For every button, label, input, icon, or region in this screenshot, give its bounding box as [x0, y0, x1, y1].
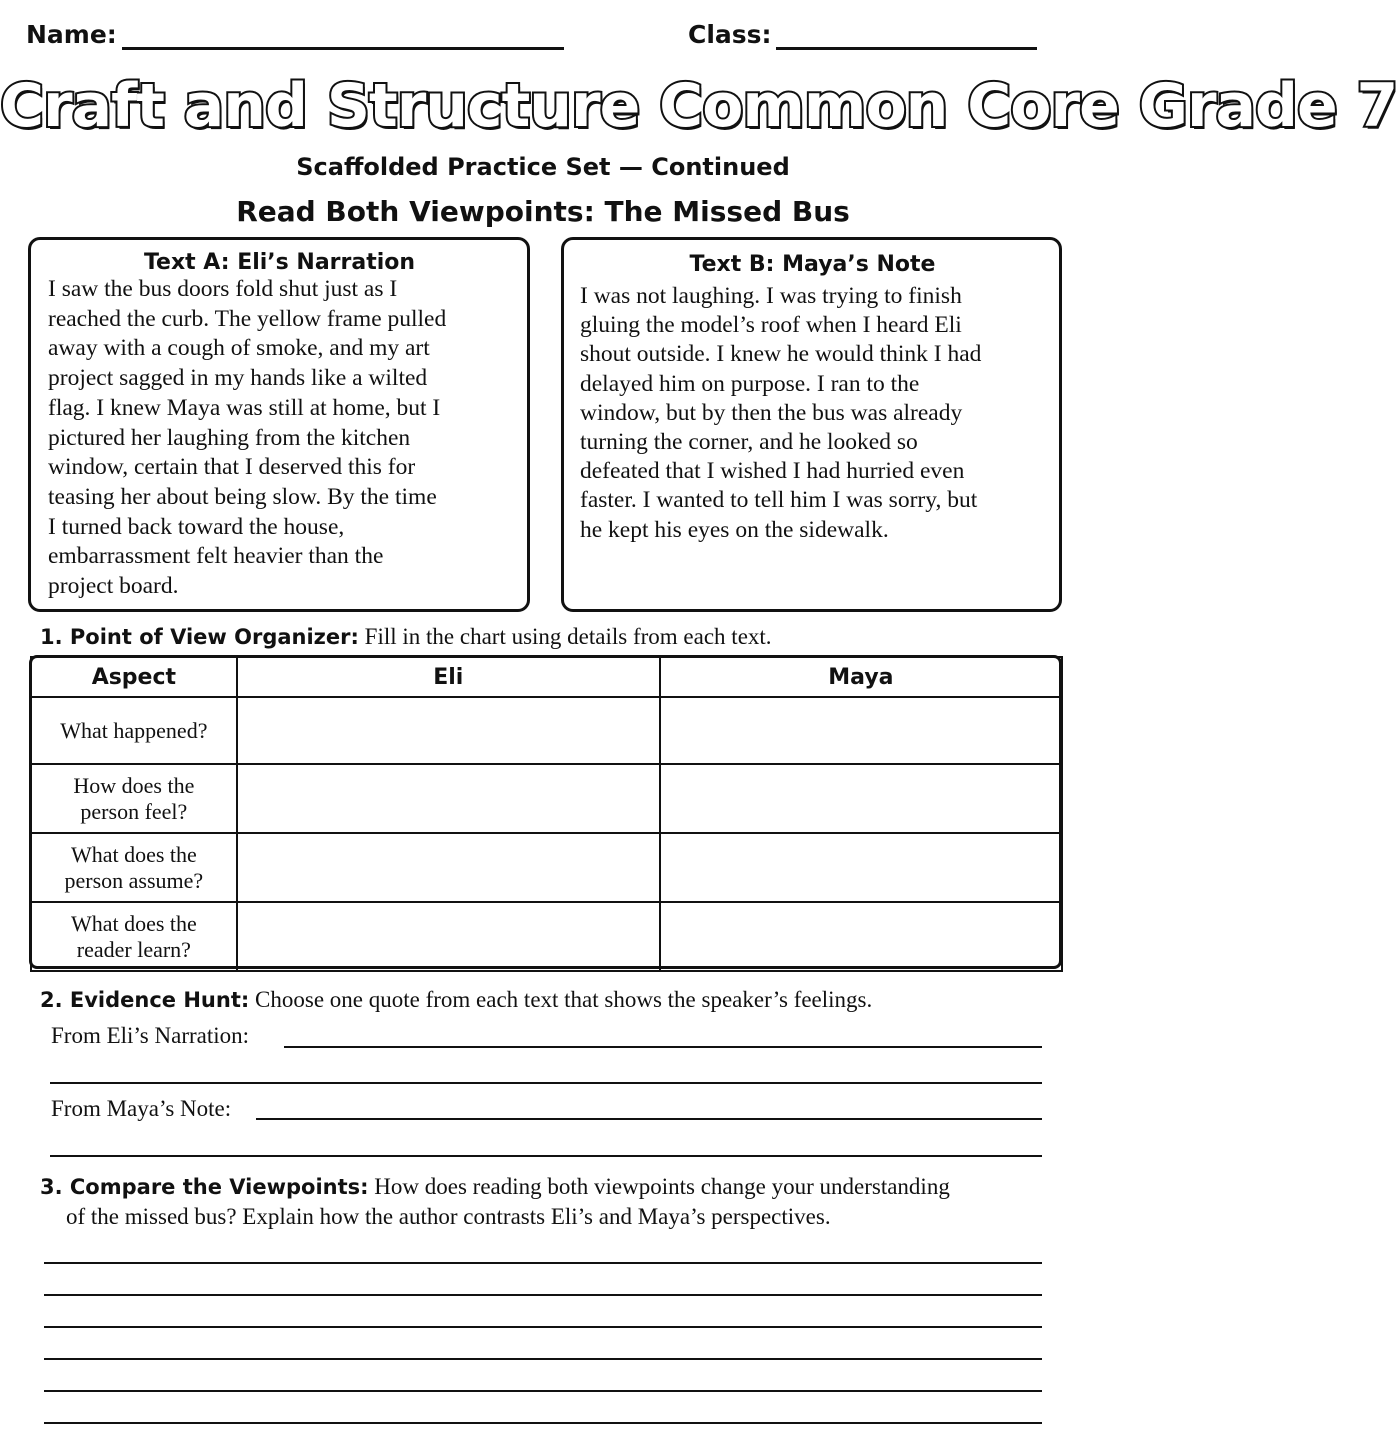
text-a-title: Text A: Eli’s Narration: [143, 250, 416, 275]
text-b-line: I was not laughing. I was trying to finish: [580, 283, 962, 309]
text-a-line: teasing her about being slow. By the time: [48, 483, 437, 510]
from-maya-label: From Maya’s Note:: [51, 1096, 232, 1121]
q3-answer-line[interactable]: [44, 1358, 1042, 1360]
q3-answer-line[interactable]: [44, 1326, 1042, 1328]
from-maya-answer-line-2[interactable]: [50, 1155, 1042, 1157]
worksheet-subtitle: Scaffolded Practice Set — Continued: [296, 153, 790, 181]
from-maya-answer-line[interactable]: [256, 1118, 1042, 1120]
table-row: [31, 902, 1062, 971]
text-b-line: he kept his eyes on the sidewalk.: [580, 516, 889, 543]
text-b-line: turning the corner, and he looked so: [580, 429, 918, 456]
cell-eli-what-happened[interactable]: [237, 697, 660, 764]
row-label-feel: How does the person feel?: [31, 764, 237, 833]
section-heading: Read Both Viewpoints: The Missed Bus: [236, 195, 850, 228]
q3-answer-line[interactable]: [44, 1294, 1042, 1296]
text-a-line: embarrassment felt heavier than the: [48, 543, 384, 570]
text-b-line: faster. I wanted to tell him I was sorry, but: [580, 487, 978, 514]
row-label-what-happened: What happened?: [31, 697, 237, 764]
col-header-eli: Eli: [237, 657, 660, 697]
q1-instruction: Fill in the chart using details from each text.: [358, 624, 772, 649]
text-b-line: gluing the model’s roof when I heard Eli: [580, 312, 962, 339]
text-a-box: [28, 237, 530, 612]
table-row: [31, 764, 1062, 833]
text-b-box: [561, 237, 1062, 612]
text-b-line: delayed him on purpose. I ran to the: [580, 370, 920, 397]
name-field[interactable]: [122, 47, 564, 50]
text-a-line: window, certain that I deserved this for: [48, 454, 416, 481]
cell-eli-feel[interactable]: [237, 764, 660, 833]
pov-organizer-table: [29, 655, 1062, 969]
table-row: [31, 697, 1062, 764]
from-eli-label: From Eli’s Narration:: [51, 1023, 250, 1048]
q2-instruction: Choose one quote from each text that shows the speaker’s feelings.: [249, 987, 873, 1012]
text-a-line: pictured her laughing from the kitchen: [48, 424, 411, 451]
class-field[interactable]: [776, 47, 1037, 50]
text-a-line: reached the curb. The yellow frame pulled: [48, 305, 447, 332]
cell-eli-assume[interactable]: [237, 833, 660, 902]
row-label-assume: What does the person assume?: [31, 833, 237, 902]
from-eli-answer-line[interactable]: [284, 1046, 1042, 1048]
q3-instruction-1: How does reading both viewpoints change your understanding: [368, 1174, 950, 1199]
row-label-reader-learn: What does the reader learn?: [31, 902, 237, 971]
col-header-maya: Maya: [660, 657, 1062, 697]
text-a-line: away with a cough of smoke, and my art: [48, 335, 430, 362]
q3-answer-line[interactable]: [44, 1390, 1042, 1392]
text-a-line: flag. I knew Maya was still at home, but I: [48, 394, 441, 421]
q3-instruction-2: of the missed bus? Explain how the author contrasts Eli’s and Maya’s perspectives.: [66, 1204, 831, 1229]
text-a-body: [48, 275, 511, 602]
cell-maya-what-happened[interactable]: [660, 697, 1062, 764]
text-b-body: [580, 282, 1045, 545]
text-b-title: Text B: Maya’s Note: [689, 252, 936, 277]
text-a-line: I saw the bus doors fold shut just as I: [48, 276, 398, 302]
text-b-line: window, but by then the bus was already: [580, 399, 963, 426]
q2-prompt: [40, 987, 872, 1013]
name-label: Name:: [26, 20, 117, 49]
table-header-row: [31, 657, 1062, 697]
q1-number: 1. Point of View Organizer:: [40, 625, 359, 649]
col-header-aspect: Aspect: [31, 657, 237, 697]
text-b-line: shout outside. I knew he would think I had: [580, 341, 982, 368]
text-a-line: project board.: [48, 573, 179, 600]
class-label: Class:: [688, 20, 772, 49]
q2-number: 2. Evidence Hunt:: [40, 988, 250, 1012]
cell-maya-feel[interactable]: [660, 764, 1062, 833]
worksheet-title: Craft and Structure Common Core Grade 7: [0, 71, 1397, 141]
q3-answer-line[interactable]: [44, 1262, 1042, 1264]
text-b-line: defeated that I wished I had hurried even: [580, 458, 965, 485]
q3-answer-line[interactable]: [44, 1422, 1042, 1424]
cell-maya-assume[interactable]: [660, 833, 1062, 902]
q1-prompt: [40, 624, 772, 650]
text-a-line: I turned back toward the house,: [48, 513, 345, 540]
text-a-line: project sagged in my hands like a wilted: [48, 365, 428, 392]
table-row: [31, 833, 1062, 902]
cell-eli-reader-learn[interactable]: [237, 902, 660, 971]
cell-maya-reader-learn[interactable]: [660, 902, 1062, 971]
q3-prompt: [40, 1174, 950, 1200]
from-eli-answer-line-2[interactable]: [50, 1082, 1042, 1084]
q3-number: 3. Compare the Viewpoints:: [40, 1175, 369, 1199]
